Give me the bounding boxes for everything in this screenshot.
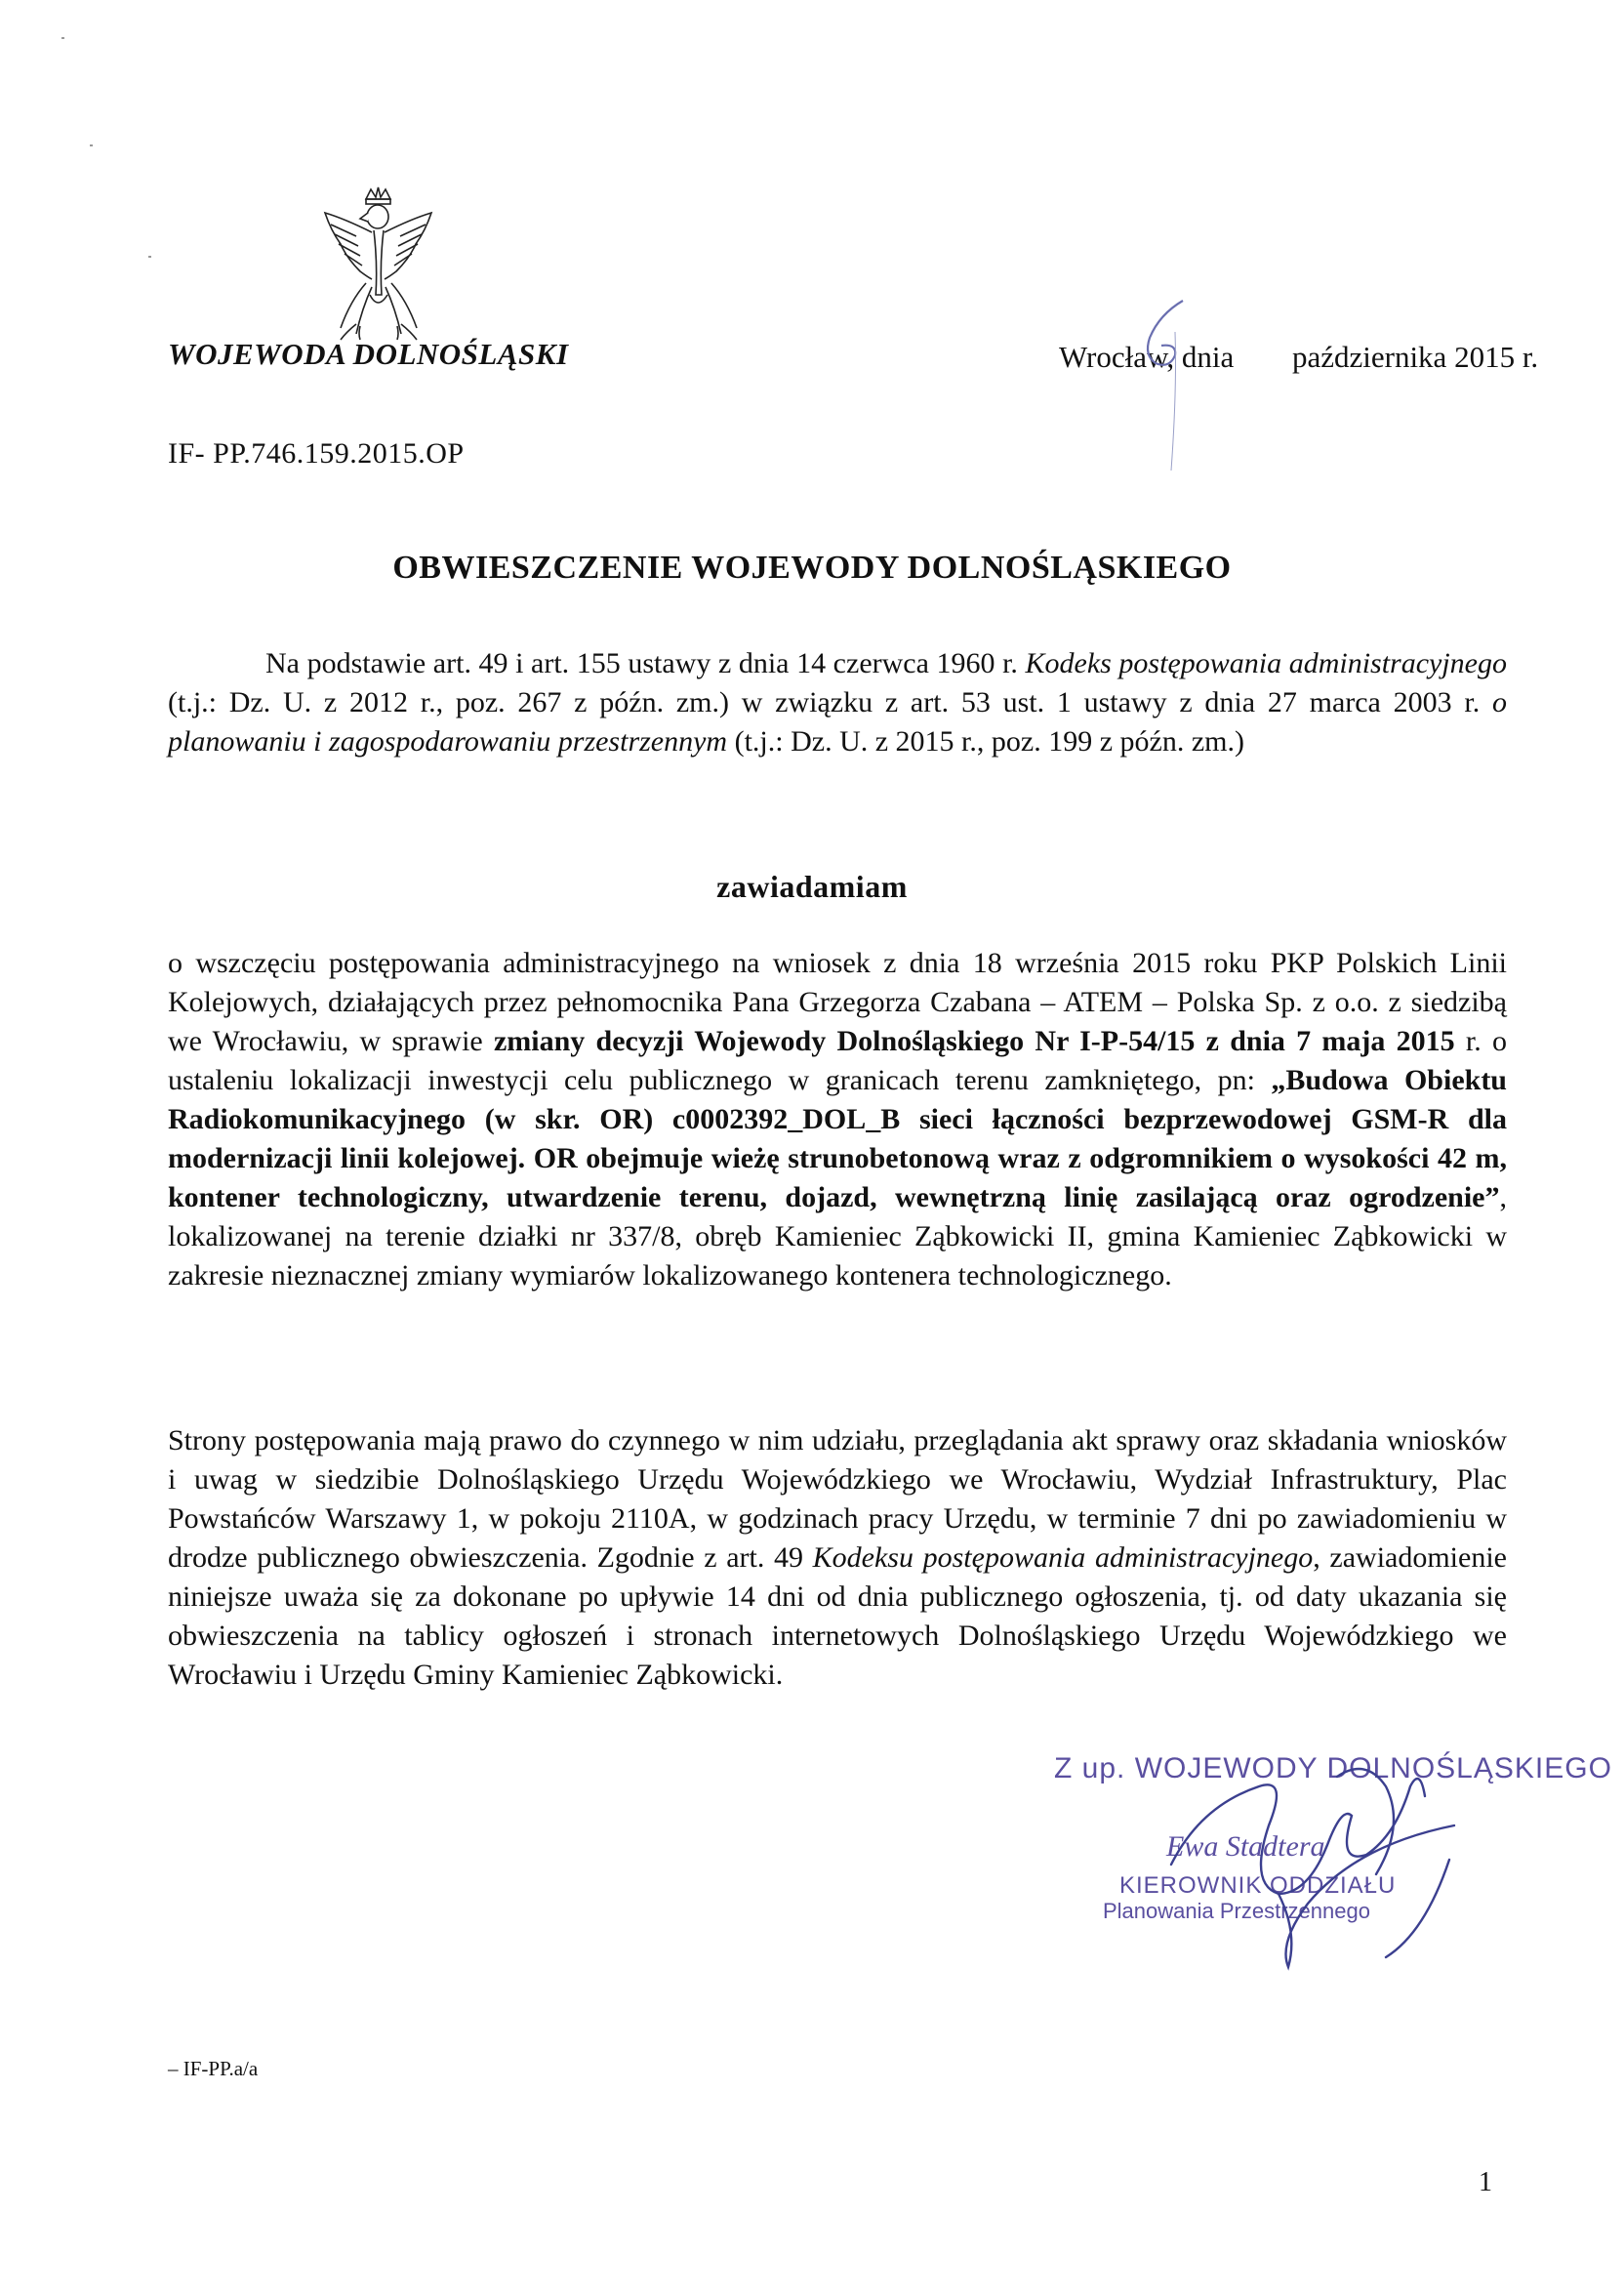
stamp-position: KIEROWNIK ODDZIAŁU — [1119, 1872, 1397, 1899]
polish-eagle-emblem-icon — [317, 185, 439, 342]
main-text: , lokalizowanej na terenie działki nr 337/8, obręb Kamieniec Ząbkowicki II, gmina Kamieniec Ząbkowicki w zakresie nieznacznej zmiany wymiarów lokalizowanego kontenera technologicznego. — [168, 1181, 1507, 1292]
document-title: OBWIESZCZENIE WOJEWODY DOLNOŚLĄSKIEGO — [392, 550, 1232, 586]
place-date-suffix: października 2015 r. — [1291, 340, 1539, 374]
main-investment-name: „Budowa Obiektu Radiokomunikacyjnego (w skr. OR) c0002392_DOL_B sieci łączności bezprzewodowej GSM-R dla modernizacji linii kolejowej. OR obejmuje wieżę strunobetonową wraz z odgromnikiem o wysokości 42 m, kontener technologiczny, utwardzenie terenu, dojazd, wewnętrzną linię zasilającą oraz ogrodzenie” — [168, 1064, 1507, 1213]
stamp-department: Planowania Przestrzennego — [1103, 1899, 1370, 1923]
page-number: 1 — [1479, 2167, 1492, 2197]
rights-paragraph — [168, 1421, 1507, 1695]
legal-basis-paragraph — [168, 644, 1507, 761]
place-date — [1059, 340, 1538, 375]
footer-code: – IF-PP.a/a — [168, 2057, 259, 2080]
scan-speck — [61, 37, 64, 39]
stamp-authority: Z up. WOJEWODY DOLNOŚLĄSKIEGO — [1054, 1752, 1612, 1784]
stamp-signatory-name: Ewa Stadtera — [1166, 1830, 1325, 1863]
rights-text: , zawiadomienie niniejsze uważa się za dokonane po upływie 14 dni od dnia publicznego ogłoszenia, tj. od daty ukazania się obwieszczenia na tablicy ogłoszeń i stronach internetowych Dolnośląskiego Urzędu Wojewódzkiego we Wrocławiu i Urzędu Gminy Kamieniec Ząbkowicki. — [168, 1541, 1507, 1691]
case-reference: IF- PP.746.159.2015.OP — [168, 437, 465, 470]
legal-basis-text: Na podstawie art. 49 i art. 155 ustawy z dnia 14 czerwca 1960 r. — [265, 647, 1026, 679]
place-date-prefix: Wrocław, dnia — [1059, 340, 1235, 374]
main-text: r. o ustaleniu lokalizacji inwestycji celu publicznego w granicach terenu zamkniętego, pn: — [168, 1025, 1507, 1096]
main-text: o wszczęciu postępowania administracyjnego na wniosek z dnia 18 września 2015 roku PKP Polskich Linii Kolejowych, działających przez pełnomocnika Pana Grzegorza Czabana – ATEM – Polska Sp. z o.o. z siedzibą we Wrocławiu, w sprawie — [168, 947, 1507, 1057]
scan-speck — [90, 144, 93, 146]
main-decision-reference: zmiany decyzji Wojewody Dolnośląskiego Nr I-P-54/15 z dnia 7 maja 2015 — [493, 1025, 1455, 1057]
rights-text: Strony postępowania mają prawo do czynnego w nim udziału, przeglądania akt sprawy oraz składania wniosków i uwag w siedzibie Dolnośląskiego Urzędu Wojewódzkiego we Wrocławiu, Wydział Infrastruktury, Plac Powstańców Warszawy 1, w pokoju 2110A, w godzinach pracy Urzędu, w terminie 7 dni po zawiadomieniu w drodze publicznego obwieszczenia. Zgodnie z art. 49 — [168, 1424, 1507, 1574]
legal-basis-code-title: Kodeks postępowania administracyjnego — [1025, 647, 1507, 679]
rights-code-title: Kodeksu postępowania administracyjnego — [812, 1541, 1314, 1574]
issuer-name: WOJEWODA DOLNOŚLĄSKI — [168, 337, 569, 371]
handwritten-signature — [1142, 1747, 1474, 1972]
legal-basis-text: (t.j.: Dz. U. z 2012 r., poz. 267 z późn. zm.) w związku z art. 53 ust. 1 ustawy z dnia 27 marca 2003 r. — [168, 686, 1492, 718]
notify-word: zawiadamiam — [716, 869, 908, 904]
legal-basis-act-title: o planowaniu i zagospodarowaniu przestrzennym — [168, 686, 1507, 758]
main-paragraph — [168, 944, 1507, 1295]
handwritten-date-day — [1132, 293, 1220, 478]
scan-speck — [148, 256, 151, 258]
legal-basis-text: (t.j.: Dz. U. z 2015 r., poz. 199 z późn. zm.) — [727, 725, 1244, 758]
